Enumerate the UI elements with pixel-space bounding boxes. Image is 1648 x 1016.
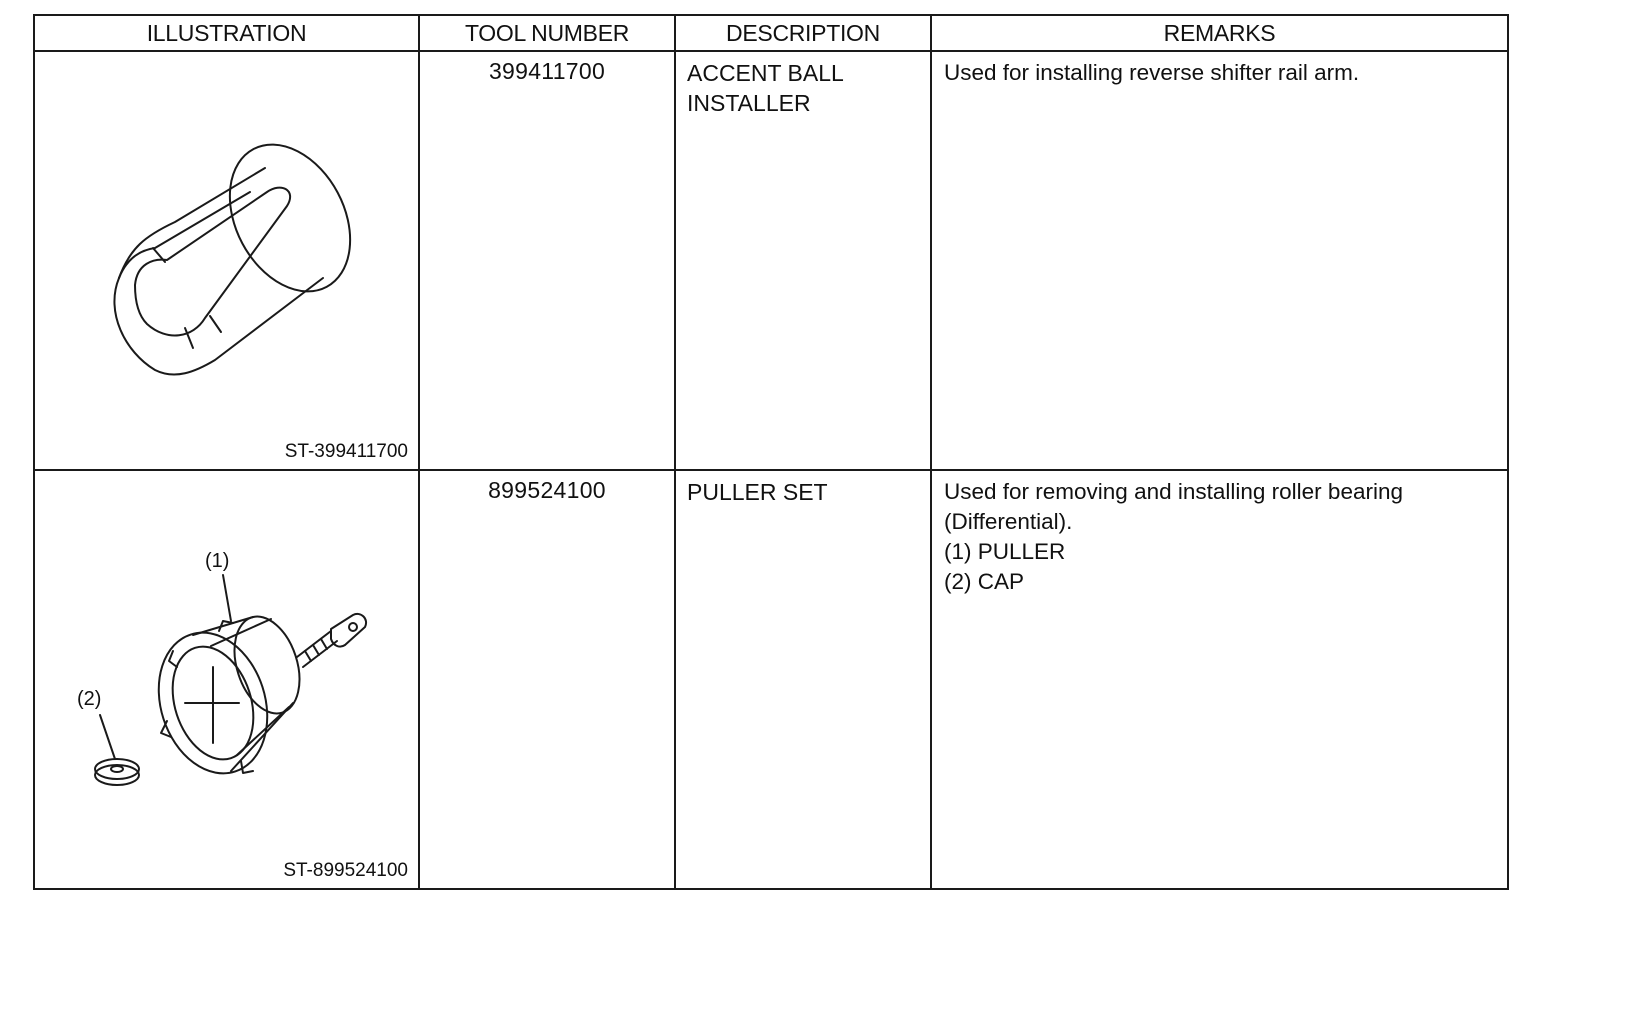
header-remarks: REMARKS [931, 15, 1508, 51]
remarks-line: Used for removing and installing roller bearing (Differential). [944, 479, 1403, 534]
callout-2: (2) [77, 688, 102, 710]
puller-set-drawing [35, 471, 393, 883]
callout-1: (1) [205, 550, 230, 572]
header-illustration: ILLUSTRATION [34, 15, 419, 51]
tool-number: 399411700 [488, 58, 606, 84]
table-header-row [34, 15, 1508, 51]
tool-number-cell [419, 51, 675, 470]
remarks-cell [931, 470, 1508, 889]
illustration-cell [34, 470, 419, 889]
description-cell [675, 470, 931, 889]
remarks [932, 471, 1507, 597]
table-row [34, 470, 1508, 889]
illustration-code: ST-899524100 [283, 860, 408, 881]
remarks [932, 52, 1507, 88]
header-description: DESCRIPTION [675, 15, 931, 51]
tool-number-cell [419, 470, 675, 889]
table-row [34, 51, 1508, 470]
remarks-line: Used for installing reverse shifter rail arm. [944, 60, 1360, 85]
special-tools-table [33, 14, 1509, 890]
description: PULLER SET [687, 479, 828, 505]
description-cell [675, 51, 931, 470]
description: ACCENT BALL INSTALLER [687, 60, 844, 116]
tool-number: 899524100 [488, 477, 606, 503]
remarks-cell [931, 51, 1508, 470]
accent-ball-installer-drawing [35, 52, 393, 464]
remarks-line: (2) CAP [944, 569, 1025, 594]
remarks-line: (1) PULLER [944, 539, 1066, 564]
illustration-cell [34, 51, 419, 470]
illustration-code: ST-399411700 [284, 441, 408, 462]
header-tool-number: TOOL NUMBER [419, 15, 675, 51]
